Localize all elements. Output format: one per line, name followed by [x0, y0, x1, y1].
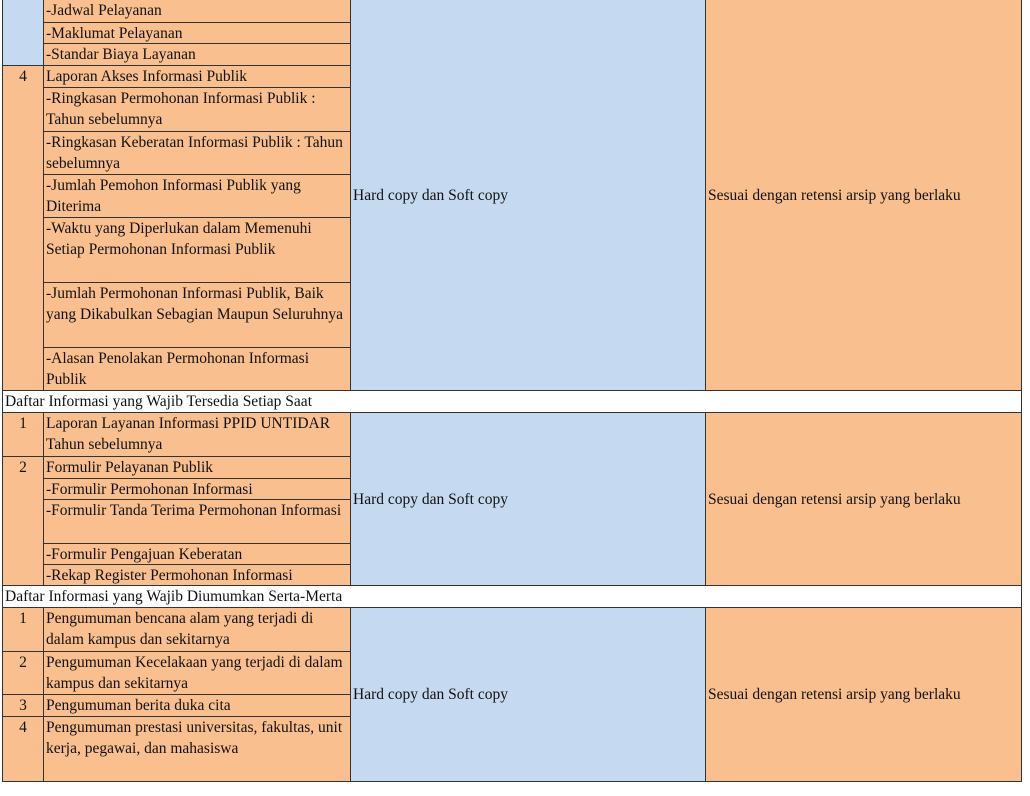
table-row: -Standar Biaya Layanan	[43, 43, 351, 66]
format-cell: Hard copy dan Soft copy	[350, 607, 706, 782]
table-row: -Ringkasan Keberatan Informasi Publik : Tahun sebelumnya	[43, 131, 351, 175]
table-row: -Jadwal Pelayanan	[43, 0, 351, 23]
number-cell	[2, 0, 44, 66]
number-cell: 1	[2, 607, 44, 652]
table-row: -Jumlah Permohonan Informasi Publik, Baik yang Dikabulkan Sebagian Maupun Seluruhnya	[43, 282, 351, 348]
number-cell: 2	[2, 456, 44, 586]
retention-cell: Sesuai dengan retensi arsip yang berlaku	[705, 607, 1022, 782]
section-header: Daftar Informasi yang Wajib Tersedia Setiap Saat	[2, 390, 1022, 413]
table-row: -Alasan Penolakan Permohonan Informasi Publik	[43, 347, 351, 391]
table-row: -Ringkasan Permohonan Informasi Publik : Tahun sebelumnya	[43, 87, 351, 132]
number-cell: 3	[2, 694, 44, 717]
table-row: Pengumuman berita duka cita	[43, 694, 351, 717]
format-cell: Hard copy dan Soft copy	[350, 412, 706, 586]
table-row: Laporan Akses Informasi Publik	[43, 65, 351, 88]
table-row: -Formulir Pengajuan Keberatan	[43, 543, 351, 565]
number-cell: 4	[2, 65, 44, 391]
number-cell: 2	[2, 651, 44, 695]
information-list-table	[2, 0, 1022, 782]
number-cell: 4	[2, 716, 44, 782]
table-row: Pengumuman Kecelakaan yang terjadi di dalam kampus dan sekitarnya	[43, 651, 351, 695]
table-row: -Jumlah Pemohon Informasi Publik yang Diterima	[43, 174, 351, 218]
retention-cell: Sesuai dengan retensi arsip yang berlaku	[705, 0, 1022, 391]
number-cell: 1	[2, 412, 44, 457]
section-header: Daftar Informasi yang Wajib Diumumkan Serta-Merta	[2, 585, 1022, 608]
table-row: -Maklumat Pelayanan	[43, 22, 351, 44]
table-row: -Formulir Tanda Terima Permohonan Informasi	[43, 499, 351, 544]
table-row: -Formulir Permohonan Informasi	[43, 478, 351, 500]
table-row: Pengumuman prestasi universitas, fakultas, unit kerja, pegawai, dan mahasiswa	[43, 716, 351, 782]
table-row: Laporan Layanan Informasi PPID UNTIDAR Tahun sebelumnya	[43, 412, 351, 457]
retention-cell: Sesuai dengan retensi arsip yang berlaku	[705, 412, 1022, 586]
table-row: -Rekap Register Permohonan Informasi	[43, 564, 351, 586]
table-row: -Waktu yang Diperlukan dalam Memenuhi Setiap Permohonan Informasi Publik	[43, 217, 351, 283]
format-cell: Hard copy dan Soft copy	[350, 0, 706, 391]
table-row: Pengumuman bencana alam yang terjadi di dalam kampus dan sekitarnya	[43, 607, 351, 652]
table-row: Formulir Pelayanan Publik	[43, 456, 351, 479]
